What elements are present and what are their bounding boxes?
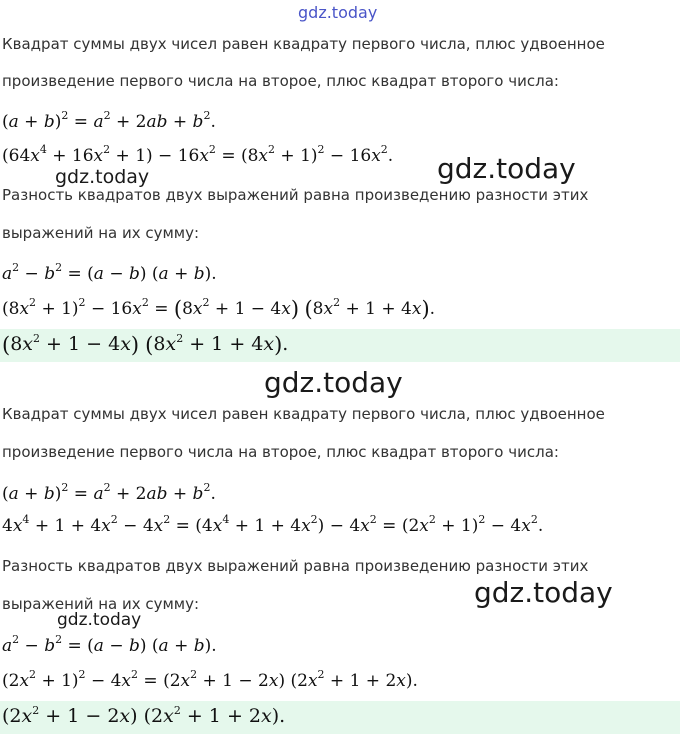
paragraph-square-sum-cont: произведение первого числа на второе, плюс квадрат второго числа:	[2, 72, 559, 90]
answer-2: $(2x^2 + 1 - 2x) (2x^2 + 1 + 2x)$.	[2, 704, 286, 727]
formula-square-sum: $(a + b)^2 = a^2 + 2ab + b^2$.	[2, 481, 216, 504]
answer-1: $(8x^2 + 1 - 4x) (8x^2 + 1 + 4x)$.	[2, 332, 289, 357]
paragraph-difference-squares-cont: выражений на их сумму:	[2, 224, 200, 242]
paragraph-square-sum-cont: произведение первого числа на второе, плюс квадрат второго числа:	[2, 443, 559, 461]
formula-factor-2: $(2x^2 + 1)^2 - 4x^2 = (2x^2 + 1 - 2x) (2x^2 + 1 + 2x)$.	[2, 668, 418, 691]
watermark: gdz.today	[57, 610, 142, 630]
formula-difference-squares: $a^2 - b^2 = (a - b) (a + b)$.	[2, 633, 217, 656]
watermark: gdz.today	[55, 166, 150, 188]
formula-expand-2: $4x^4 + 1 + 4x^2 - 4x^2 = (4x^4 + 1 + 4x^2) - 4x^2 = (2x^2 + 1)^2 - 4x^2$.	[2, 513, 544, 536]
watermark-top: gdz.today	[298, 3, 378, 22]
paragraph-difference-squares: Разность квадратов двух выражений равна произведению разности этих	[2, 557, 589, 575]
paragraph-difference-squares-cont: выражений на их сумму:	[2, 595, 200, 613]
paragraph-square-sum: Квадрат суммы двух чисел равен квадрату первого числа, плюс удвоенное	[2, 405, 605, 423]
watermark: gdz.today	[474, 576, 613, 609]
formula-expand-1: $(64x^4 + 16x^2 + 1) - 16x^2 = (8x^2 + 1)^2 - 16x^2$.	[2, 143, 394, 166]
formula-factor-1: $(8x^2 + 1)^2 - 16x^2 = (8x^2 + 1 - 4x) (8x^2 + 1 + 4x)$.	[2, 296, 436, 321]
formula-square-sum: $(a + b)^2 = a^2 + 2ab + b^2$.	[2, 109, 216, 132]
paragraph-square-sum: Квадрат суммы двух чисел равен квадрату первого числа, плюс удвоенное	[2, 35, 605, 53]
paragraph-difference-squares: Разность квадратов двух выражений равна произведению разности этих	[2, 186, 589, 204]
watermark: gdz.today	[437, 152, 576, 185]
formula-difference-squares: $a^2 - b^2 = (a - b) (a + b)$.	[2, 261, 217, 284]
watermark: gdz.today	[264, 366, 403, 399]
